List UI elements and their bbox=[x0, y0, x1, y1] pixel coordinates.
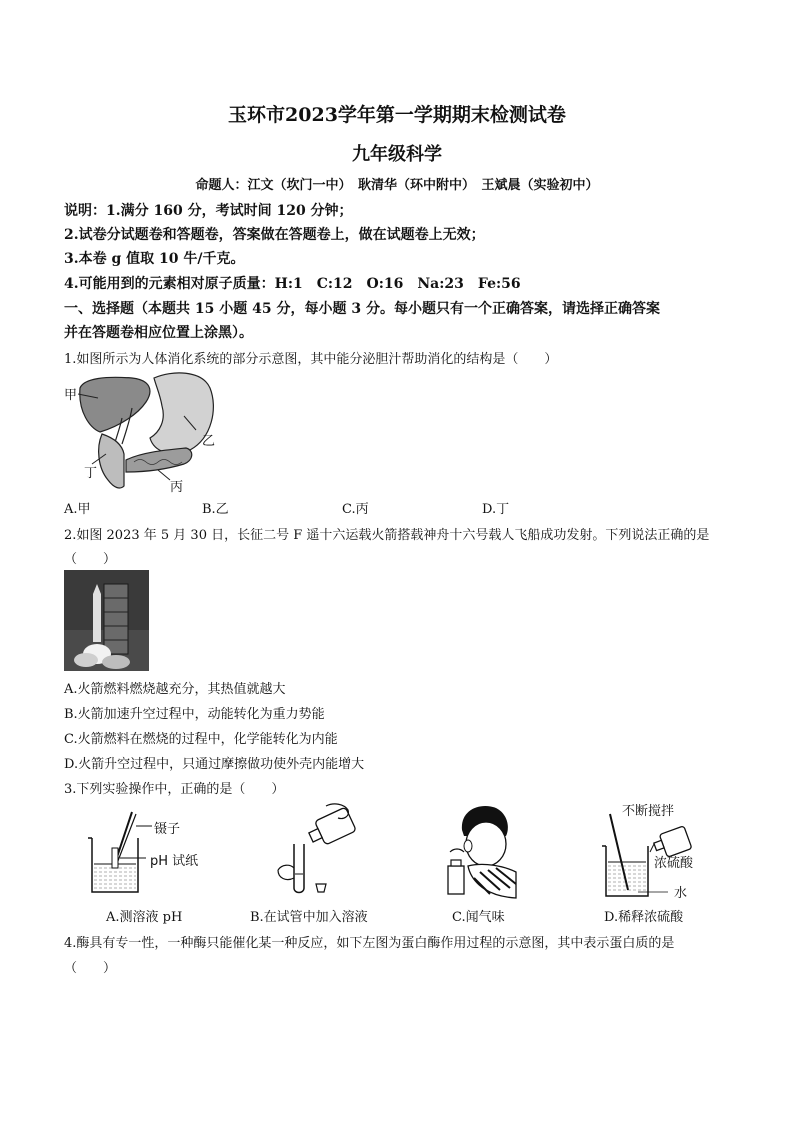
digestive-system-figure bbox=[62, 368, 232, 493]
exam-title: 玉环市2023学年第一学期期末检测试卷 bbox=[228, 104, 566, 126]
figure-label-bing: 丙 bbox=[170, 480, 184, 495]
figure-label-jia: 甲 bbox=[64, 388, 78, 403]
label-water: 水 bbox=[674, 886, 688, 901]
q2-option-c[interactable]: C.火箭燃料在燃烧的过程中，化学能转化为内能 bbox=[64, 732, 338, 747]
fig-measure-ph bbox=[86, 808, 216, 898]
q3-option-a[interactable]: A.测溶液 pH bbox=[106, 910, 183, 925]
q2-stem-line2: （ ） bbox=[64, 552, 117, 567]
section-heading-line1: 一、选择题（本题共 15 小题 45 分，每小题 3 分。每小题只有一个正确答案，请选择正确答案 bbox=[64, 301, 660, 317]
q1-stem: 1.如图所示为人体消化系统的部分示意图，其中能分泌胆汁帮助消化的结构是（ ） bbox=[64, 352, 558, 367]
q2-option-d[interactable]: D.火箭升空过程中，只通过摩擦做功使外壳内能增大 bbox=[64, 757, 365, 772]
q1-option-a[interactable]: A.甲 bbox=[64, 502, 91, 517]
note-4: 4.可能用到的元素相对原子质量：H:1 C:12 O:16 Na:23 Fe:56 bbox=[64, 276, 521, 292]
q3-option-d[interactable]: D.稀释浓硫酸 bbox=[604, 910, 684, 925]
boy-smelling-drawing bbox=[440, 800, 520, 900]
q3-option-b[interactable]: B.在试管中加入溶液 bbox=[250, 910, 368, 925]
label-conc-acid: 浓硫酸 bbox=[654, 856, 694, 871]
q1-option-b[interactable]: B.乙 bbox=[202, 502, 229, 517]
q1-option-d[interactable]: D.丁 bbox=[482, 502, 510, 517]
exam-authors: 命题人：江文（坎门一中） 耿清华（环中附中） 王斌晨（实验初中） bbox=[195, 178, 599, 193]
q3-option-c[interactable]: C.闻气味 bbox=[452, 910, 505, 925]
q3-stem: 3.下列实验操作中，正确的是（ ） bbox=[64, 782, 285, 797]
q4-stem-line2: （ ） bbox=[64, 961, 117, 976]
test-tube-drawing bbox=[264, 800, 364, 900]
note-1: 说明：1.满分 160 分，考试时间 120 分钟； bbox=[64, 203, 353, 219]
label-keep-stirring: 不断搅拌 bbox=[622, 804, 675, 819]
fig-dilute-acid bbox=[598, 800, 708, 900]
fig-add-liquid bbox=[264, 800, 364, 900]
rocket-launch-drawing bbox=[64, 570, 149, 671]
note-3: 3.本卷 g 值取 10 牛/千克。 bbox=[64, 251, 245, 267]
label-tweezers: 镊子 bbox=[154, 822, 181, 837]
exam-subject: 九年级科学 bbox=[352, 144, 442, 165]
label-ph-paper: pH 试纸 bbox=[150, 854, 199, 869]
q4-stem-line1: 4.酶具有专一性，一种酶只能催化某一种反应，如下左图为蛋白酶作用过程的示意图，其中表示蛋白质的是 bbox=[64, 936, 675, 951]
rocket-launch-photo bbox=[64, 570, 149, 671]
figure-label-ding: 丁 bbox=[84, 466, 98, 481]
q1-option-c[interactable]: C.丙 bbox=[342, 502, 369, 517]
figure-label-yi: 乙 bbox=[202, 434, 216, 449]
note-2: 2.试卷分试题卷和答题卷，答案做在答题卷上，做在试题卷上无效； bbox=[64, 227, 485, 243]
q2-option-b[interactable]: B.火箭加速升空过程中，动能转化为重力势能 bbox=[64, 707, 325, 722]
fig-smell-gas bbox=[440, 800, 520, 900]
q2-stem-line1: 2.如图 2023 年 5 月 30 日，长征二号 F 遥十六运载火箭搭载神舟十六号载人飞船成功发射。下列说法正确的是 bbox=[64, 528, 710, 543]
section-heading-line2: 并在答题卷相应位置上涂黑）。 bbox=[64, 325, 253, 341]
q2-option-a[interactable]: A.火箭燃料燃烧越充分，其热值就越大 bbox=[64, 682, 286, 697]
